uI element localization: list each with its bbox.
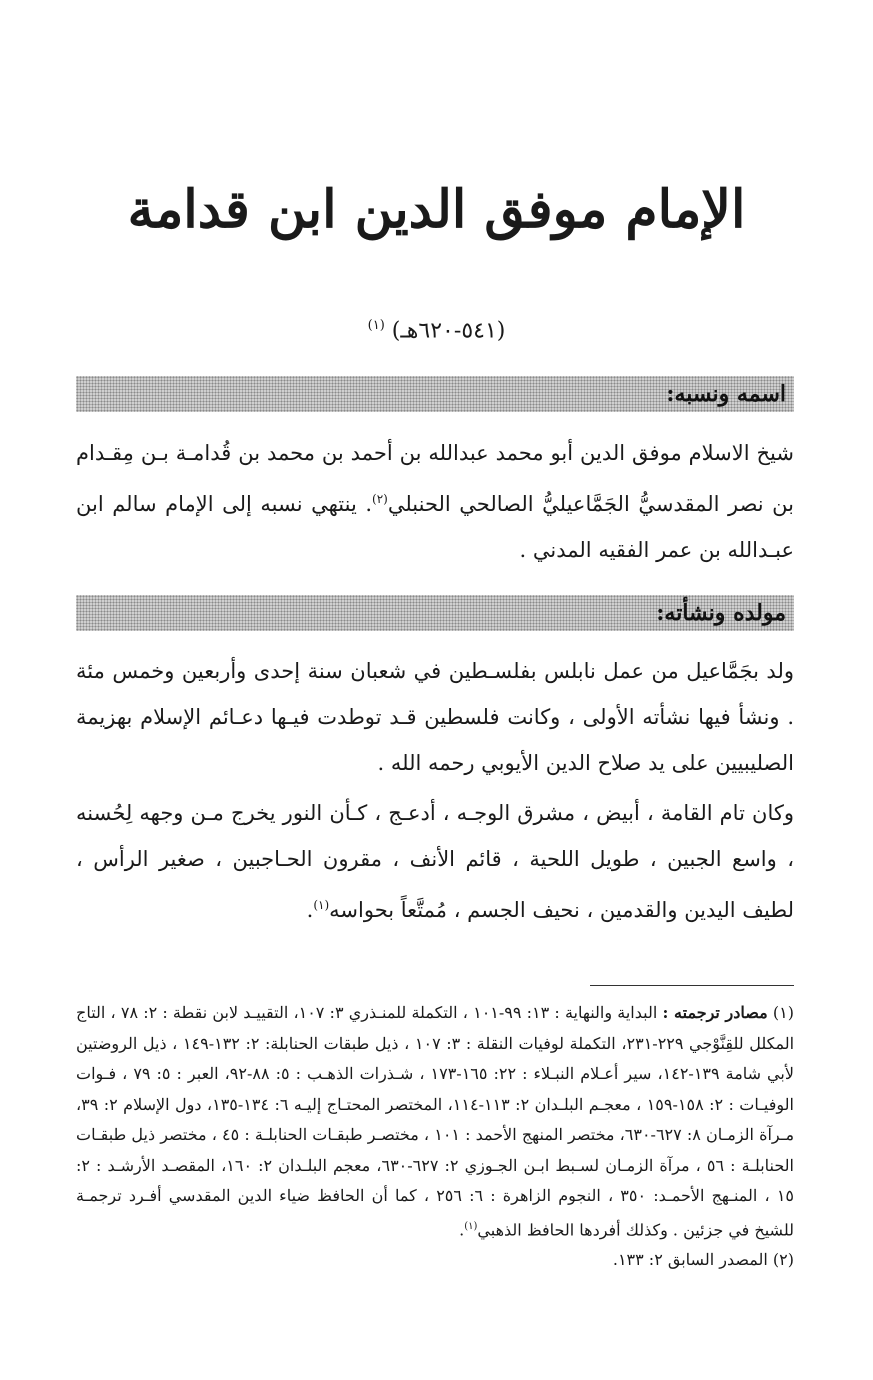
paragraph-name-lineage bbox=[76, 430, 794, 573]
footnote-text: المصدر السابق ٢: ١٣٣. bbox=[612, 1250, 768, 1270]
section-header-name-lineage bbox=[76, 376, 794, 412]
page-title: الإمام موفق الدين ابن قدامة bbox=[127, 179, 746, 240]
footnote-ref: (١) bbox=[464, 1220, 478, 1232]
paragraph-text: شيخ الاسلام موفق الدين أبو محمد عبدالله بن أحمد بن محمد بن قُدامـة بـن مِقـدام بن نصر المقدسيُّ الجَمَّاعيليُّ الصالحي الحنبلي bbox=[76, 441, 794, 516]
footnote-ref: (٢) bbox=[372, 492, 388, 506]
paragraph-text: ولد بجَمَّاعيل من عمل نابلس بفلسـطين في شعبان سنة إحدى وأربعين وخمس مئة . ونشأ فيها نشأته الأولى ، وكانت فلسطين قـد توطدت فيـها دعـائم الإسلام بهزيمة الصليبيين على يد صلاح الدين الأيوبي رحمه الله . bbox=[76, 659, 794, 775]
paragraph-description bbox=[76, 790, 794, 933]
footnote-1 bbox=[76, 998, 794, 1245]
footnote-ref: (١) bbox=[313, 898, 330, 912]
section-header-birth-upbringing bbox=[76, 595, 794, 631]
section-heading: اسمه ونسبه: bbox=[666, 381, 786, 407]
footnote-text: البداية والنهاية : ١٣: ٩٩-١٠١ ، التكملة للمنـذري ٣: ١٠٧، التقييـد لابن نقطة : ٢: ٧٨ ، التاج المكلل للقِنَّوْجي ٢٢٩-٢٣١، التكملة لوفيات النقلة : ٣: ١٠٧ ، ذيل طبقات الحنابلة: ٢: ١٣٢-١٤٩ ، ذيل الروضتين لأبي شامة ١٣٩-١٤٢، سير أعـلام النبـلاء : ٢٢: ١٦٥-١٧٣ ، شـذرات الذهـب : ٥: ٨٨-٩٢، العبر : ٥: ٧٩ ، فـوات الوفيـات : ٢: ١٥٨-١٥٩ ، معجـم البلـدان ٢: ١١٣-١١٤، المختصر المحتـاج إليـه ٦: ١٣٤-١٣٥، دول الإسلام ٢: ٣٩، مـرآة الزمـان ٨: ٦٢٧-٦٣٠، مختصر المنهج الأحمد : ١٠١ ، مختصـر طبقـات الحنابلـة : ٤٥ ، مختصر ذيل طبقـات الحنابلـة : ٥٦ ، مرآة الزمـان لسـبط ابـن الجـوزي ٢: ٦٢٧-٦٣٠، معجم البلـدان ٢: ١٦٠، المقصـد الأرشـد : ٢: ١٥ ، المنـهج الأحمـد: ٣٥٠ ، النجوم الزاهرة : ٦: ٢٥٦ ، كما أن الحافظ ضياء الدين المقدسي أفـرد ترجمـة للشيخ في جزئين . وكذلك أفردها الحافظ الذهبي bbox=[76, 1003, 795, 1239]
footnote-divider bbox=[590, 985, 794, 986]
footnote-number: (٢) bbox=[772, 1250, 794, 1270]
footnote-2 bbox=[76, 1245, 794, 1276]
section-heading: مولده ونشأته: bbox=[656, 600, 786, 626]
footnotes bbox=[76, 998, 794, 1276]
footnote-text: . bbox=[459, 1219, 465, 1239]
footnote-ref: (١) bbox=[367, 318, 385, 333]
footnote-number: (١) bbox=[772, 1003, 794, 1022]
paragraph-birth bbox=[76, 648, 794, 786]
footnote-lead: مصادر ترجمته : bbox=[662, 1003, 768, 1022]
paragraph-text: . bbox=[306, 898, 314, 922]
paragraph-text: . ينتهي نسبه إلى الإمام سالم ابن عبـدالله بن عمر الفقيه المدني . bbox=[76, 492, 794, 562]
paragraph-text: وكان تام القامة ، أبيض ، مشرق الوجـه ، أدعـج ، كـأن النور يخرج مـن وجهه لِحُسنه ، واسع الجبين ، طويل اللحية ، قائم الأنف ، مقرون الحـاجبين ، صغير الرأس ، لطيف اليدين والقدمين ، نحيف الجسم ، مُمتَّعاً بحواسه bbox=[76, 801, 794, 922]
lifespan-dates bbox=[0, 306, 873, 351]
lifespan-text: (٥٤١-٦٢٠هـ) bbox=[391, 318, 506, 344]
